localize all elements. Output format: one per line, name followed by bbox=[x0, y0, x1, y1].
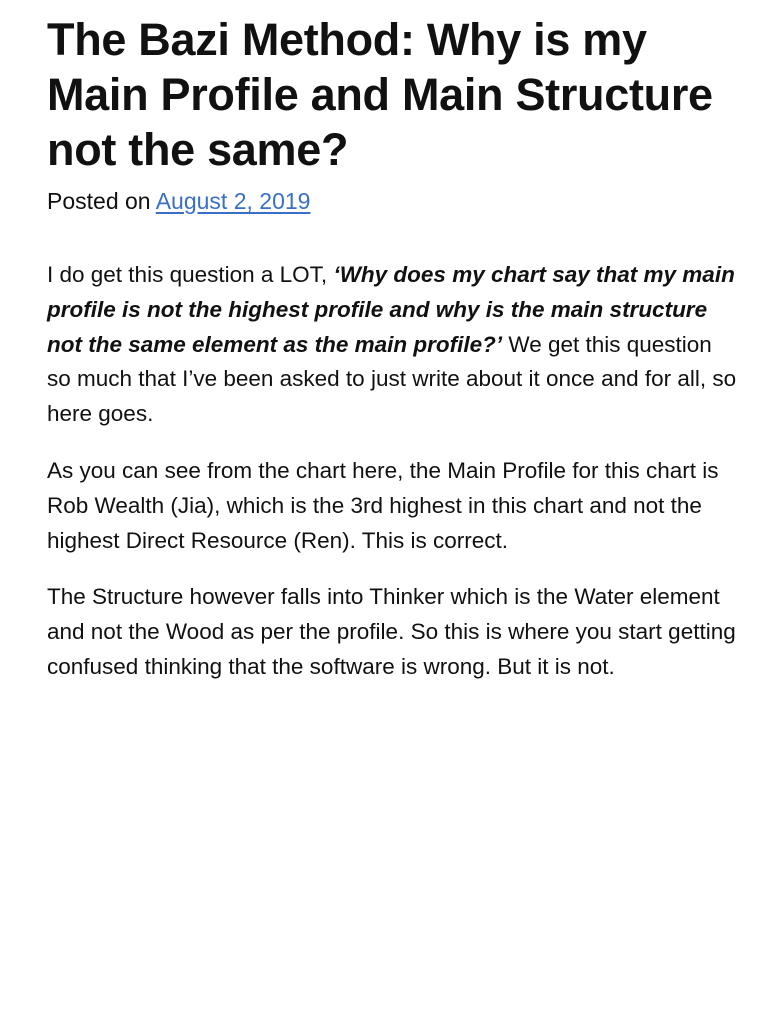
paragraph-3: The Structure however falls into Thinker which is the Water element and not the Wood as per the profile. So this is where you start getting confused thinking that the software is wrong. But it is not. bbox=[47, 584, 736, 679]
paragraph-2: As you can see from the chart here, the Main Profile for this chart is Rob Wealth (Jia), which is the 3rd highest in this chart and not the highest Direct Resource (Ren). This is correct. bbox=[47, 457, 719, 553]
posted-on-label: Posted on bbox=[47, 188, 151, 214]
post-date-link[interactable]: August 2, 2019 bbox=[155, 188, 311, 214]
paragraph-1-quote: ‘Why does my chart say that my main profile is not the highest profile and why is the main structure not the same element as the main profile?’ bbox=[47, 262, 735, 357]
post-title: The Bazi Method: Why is my Main Profile and Main Structure not the same? bbox=[47, 14, 713, 175]
post-meta bbox=[47, 186, 737, 216]
paragraph-1 bbox=[47, 258, 737, 432]
post-article bbox=[47, 12, 737, 707]
paragraph-1-tail: We get this question so much that I’ve been asked to just write about it once and for all, so here goes. bbox=[47, 331, 737, 427]
post-content bbox=[47, 258, 737, 685]
paragraph-1-lead: I do get this question a LOT, bbox=[47, 262, 334, 287]
